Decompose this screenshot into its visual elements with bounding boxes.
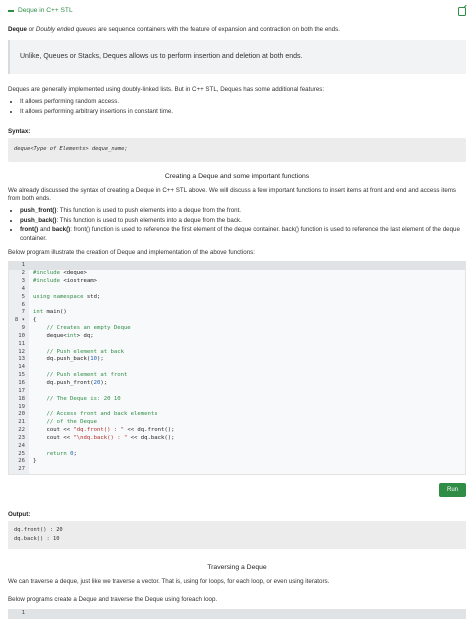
function-desc: : This function is used to push elements into a deque from the front. (56, 207, 242, 215)
line-number: 14 (9, 364, 29, 372)
line-number: 9 (9, 325, 29, 333)
line-number: 5 (9, 294, 29, 302)
line-number: 16 (9, 380, 29, 388)
line-number: 1 (21, 609, 25, 616)
code-line (9, 403, 465, 411)
code-line (9, 380, 465, 388)
function-mid: and (38, 226, 52, 234)
list-item: • It allows performing random access. (20, 98, 466, 106)
code-text[interactable] (29, 388, 36, 396)
edit-icon[interactable] (458, 7, 466, 16)
code-editor[interactable] (8, 261, 466, 475)
intro-term: Deque (8, 26, 27, 33)
code-line (9, 341, 465, 349)
code-text[interactable]: deque<int> dq; (33, 332, 94, 339)
collapse-icon[interactable] (8, 10, 14, 12)
line-number: 7 (9, 309, 29, 317)
code-line (9, 356, 465, 364)
code-text[interactable]: { (33, 317, 37, 324)
code-line (9, 411, 465, 419)
syntax-code: deque<Type of Elements> deque_name; (8, 138, 466, 161)
breadcrumb-title[interactable]: Deque in C++ STL (18, 6, 73, 14)
code-text[interactable]: // Access front and back elements (46, 411, 158, 418)
code-line (9, 458, 465, 466)
code-text[interactable] (29, 286, 36, 294)
code-line (9, 610, 465, 618)
code-line (9, 301, 465, 309)
intro-rest: are sequence containers with the feature of expansion and contraction on both the ends. (96, 26, 340, 33)
code-text[interactable]: #include <iostream> (33, 278, 97, 285)
syntax-label: Syntax: (8, 127, 31, 135)
line-number[interactable]: 8 ▾ (9, 317, 29, 325)
code-text[interactable]: // Creates an empty Deque (46, 325, 131, 332)
breadcrumb[interactable] (8, 7, 73, 16)
function-name: push_back() (20, 216, 57, 224)
list-item (20, 226, 466, 243)
function-desc: : front() function is used to reference the first element of the deque container. back() function is used to reference the last element of the deque container. (20, 226, 460, 242)
code-line (9, 317, 465, 325)
code-line (9, 466, 465, 474)
code-text[interactable]: dq.push_front(20); (33, 380, 108, 387)
line-number: 21 (9, 419, 29, 427)
line-number: 3 (9, 278, 29, 286)
output-box (8, 521, 466, 548)
intro-italic: Doubly ended queues (35, 26, 97, 33)
line-number: 25 (9, 450, 29, 458)
code-text[interactable]: cout << "dq.front() : " << dq.front(); (33, 427, 175, 434)
line-number: 2 (9, 270, 29, 278)
code-text[interactable] (29, 364, 36, 372)
code-line (9, 286, 465, 294)
code-text[interactable]: } (33, 458, 37, 465)
code-text[interactable]: int main() (33, 309, 67, 316)
code-line (9, 325, 465, 333)
code-line (9, 427, 465, 435)
code-text[interactable] (29, 302, 36, 310)
line-number: 18 (9, 396, 29, 404)
output-line: dq.front() : 20 (14, 527, 63, 534)
code-text[interactable] (29, 404, 36, 412)
code-line (9, 435, 465, 443)
top-bar (0, 0, 474, 22)
code-text[interactable] (29, 341, 36, 349)
line-number: 26 (9, 458, 29, 466)
code-text[interactable] (29, 466, 36, 474)
code-text[interactable]: // Push element at back (46, 348, 124, 355)
code-text[interactable] (29, 443, 36, 451)
code-line (9, 278, 465, 286)
intro-paragraph (8, 26, 466, 34)
function-name: push_front() (20, 207, 57, 215)
line-number: 10 (9, 333, 29, 341)
functions-list (20, 207, 466, 242)
code-line (9, 349, 465, 357)
code-text[interactable]: #include <deque> (33, 270, 87, 277)
line-number: 27 (9, 466, 29, 474)
section2-text: We can traverse a deque, just like we traverse a vector. That is, using for loops, for each loop, or even using iterators. (8, 577, 330, 585)
code-line (9, 443, 465, 451)
code-line (9, 388, 465, 396)
code-editor-2[interactable] (8, 609, 466, 619)
code-text[interactable]: cout << "\ndq.back() : " << dq.back(); (33, 434, 175, 441)
features-intro: Deques are generally implemented using doubly-linked lists. But in C++ STL, Deques has some additional features: (8, 85, 325, 93)
line-number: 1 (9, 262, 29, 270)
section1-text: We already discussed the syntax of creating a Deque in C++ STL above. We will discuss a few important functions to insert items at front and end and access items from both ends. (8, 186, 457, 203)
function-desc: : This function is used to push elements into a deque from the back. (56, 216, 242, 224)
code-line (9, 396, 465, 404)
program-intro: Below program illustrate the creation of Deque and implementation of the above functions: (8, 248, 255, 256)
line-number: 6 (9, 301, 29, 309)
code-line (9, 294, 465, 302)
code-text[interactable]: // Push element at front (46, 372, 128, 379)
run-button[interactable]: Run (439, 483, 466, 497)
output-line: dq.back() : 10 (14, 536, 60, 542)
code-line (9, 262, 465, 270)
code-text[interactable]: // of the Deque (46, 419, 98, 426)
list-item (20, 217, 466, 225)
code-text[interactable]: using namespace std; (33, 293, 101, 300)
code-line (9, 333, 465, 341)
code-line (9, 372, 465, 380)
function-name: back() (51, 226, 71, 234)
code-text[interactable]: dq.push_back(10); (33, 356, 104, 363)
output-label: Output: (8, 511, 31, 518)
line-number: 20 (9, 411, 29, 419)
line-number: 17 (9, 388, 29, 396)
line-number: 11 (9, 341, 29, 349)
code-line (9, 419, 465, 427)
list-item: • It allows performing arbitrary insertions in constant time. (20, 108, 466, 116)
section2-program-intro: Below programs create a Deque and traverse the Deque using foreach loop. (8, 596, 218, 604)
line-number: 4 (9, 286, 29, 294)
section-title-creating: Creating a Deque and some important functions (164, 172, 310, 180)
code-line (9, 270, 465, 278)
article-content (8, 22, 466, 619)
note-quote: Unlike, Queues or Stacks, Deques allows us to perform insertion and deletion at both ends. (8, 40, 466, 73)
code-text[interactable]: // The Deque is: 20 10 (46, 395, 121, 402)
code-text[interactable] (29, 262, 465, 270)
line-number: 22 (9, 427, 29, 435)
function-name: front() (20, 226, 39, 234)
run-row (8, 483, 466, 497)
line-number: 12 (9, 349, 29, 357)
section-title-traversing: Traversing a Deque (207, 563, 267, 571)
features-list (20, 98, 466, 116)
code-text[interactable]: return 0; (46, 450, 77, 457)
line-number: 23 (9, 435, 29, 443)
line-number: 24 (9, 443, 29, 451)
line-number: 13 (9, 356, 29, 364)
code-line (9, 450, 465, 458)
intro-or: or (26, 26, 36, 33)
code-line (9, 364, 465, 372)
line-number: 19 (9, 403, 29, 411)
code-line (9, 309, 465, 317)
line-number: 15 (9, 372, 29, 380)
list-item (20, 207, 466, 215)
